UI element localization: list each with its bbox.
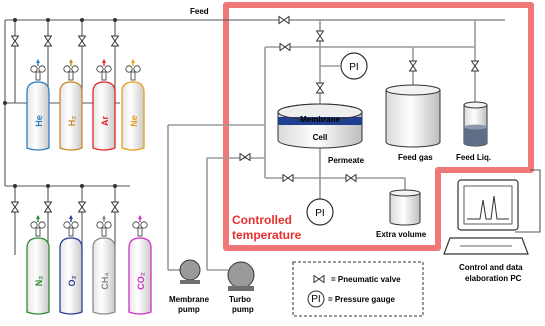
valve-h2-icon[interactable]	[45, 36, 52, 46]
legend-gauge-text: = Pressure gauge	[328, 295, 395, 304]
controlled-temperature-label-1: Controlled	[232, 213, 292, 227]
pc-label-1: Control and data	[459, 263, 523, 272]
extra-volume-label: Extra volume	[376, 230, 427, 239]
feed-gas-label: Feed gas	[398, 153, 433, 162]
gas-label-2: CH₄	[100, 272, 110, 290]
gas-label-0: He	[34, 115, 44, 127]
gas-cylinder-0	[27, 215, 49, 314]
cell-feed-valve-icon[interactable]	[317, 83, 324, 93]
feed-liq-label: Feed Liq.	[456, 153, 492, 162]
gas-cylinder-2	[93, 215, 115, 314]
extra-volume-vessel	[390, 190, 420, 225]
legend-gauge-symbol: PI	[311, 294, 321, 305]
membrane-pump-icon	[180, 260, 200, 284]
feed-gas-valve-icon[interactable]	[410, 61, 417, 71]
pi-bottom-label: PI	[315, 208, 325, 219]
valve-n2-icon[interactable]	[12, 202, 19, 212]
gas-cylinder-1	[60, 59, 82, 150]
gas-label-0: N₂	[34, 275, 44, 287]
valve-ar-icon[interactable]	[79, 36, 86, 46]
gas-label-3: Ne	[129, 115, 139, 127]
gas-label-3: CO₂	[136, 272, 146, 290]
turbo-pump-label-2: pump	[232, 305, 254, 314]
gas-label-1: O₂	[67, 275, 77, 287]
membrane-label: Membrane	[299, 115, 341, 124]
valve-he-icon[interactable]	[12, 36, 19, 46]
computer-icon	[444, 170, 540, 254]
feed-gas-tank	[386, 85, 440, 147]
pc-label-2: elaboration PC	[465, 274, 522, 283]
legend-valve-text: = Pneumatic valve	[331, 275, 401, 284]
valve-co2-icon[interactable]	[112, 202, 119, 212]
valve-o2-icon[interactable]	[45, 202, 52, 212]
gas-cylinder-0	[27, 59, 49, 150]
gas-cylinder-3	[122, 59, 144, 150]
valve-ch4-icon[interactable]	[79, 202, 86, 212]
gas-cylinder-3	[129, 215, 151, 314]
left-branch-valve-icon[interactable]	[280, 44, 290, 51]
permeate-valve-1-icon[interactable]	[283, 175, 293, 182]
turbo-pump-icon	[228, 262, 254, 291]
cell-label: Cell	[312, 133, 328, 142]
gas-cylinder-2	[93, 59, 115, 150]
valve-ne-icon[interactable]	[112, 36, 119, 46]
feed-label: Feed	[190, 7, 209, 16]
feed-liquid-vessel	[464, 102, 487, 146]
permeate-valve-2-icon[interactable]	[346, 175, 356, 182]
feed-valve-icon[interactable]	[279, 17, 289, 24]
gas-label-1: H₂	[67, 115, 77, 127]
membrane-pump-label-1: Membrane	[169, 295, 210, 304]
legend-box	[293, 262, 423, 316]
feed-liq-valve-icon[interactable]	[472, 61, 479, 71]
vent-valve-icon[interactable]	[240, 154, 250, 161]
gas-label-2: Ar	[100, 115, 110, 127]
membrane-pump-label-2: pump	[178, 305, 200, 314]
gas-cylinder-1	[60, 215, 82, 314]
turbo-pump-label-1: Turbo	[229, 295, 252, 304]
cell-inlet-valve-icon[interactable]	[317, 31, 324, 41]
controlled-temperature-label-2: temperature	[232, 228, 302, 242]
legend-valve-icon	[314, 276, 324, 283]
pi-top-label: PI	[349, 62, 359, 73]
permeate-label: Permeate	[328, 156, 365, 165]
